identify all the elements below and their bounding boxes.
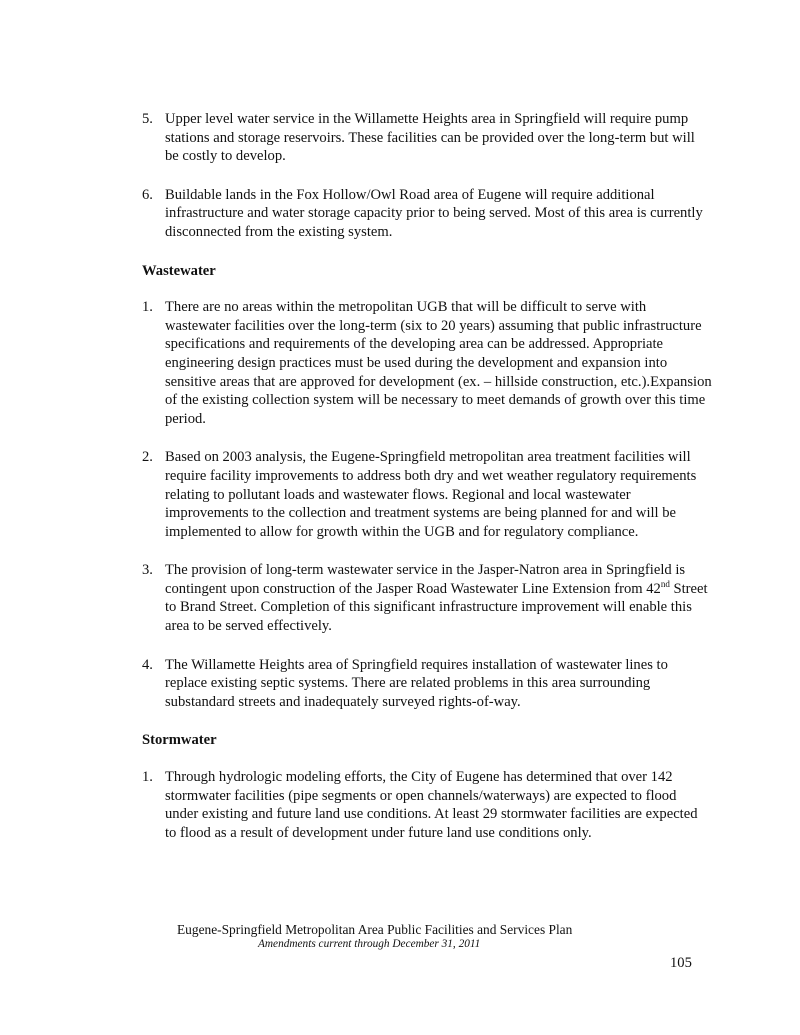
list-text: Buildable lands in the Fox Hollow/Owl Road area of Eugene will require additional infrastructure and water storage capacity prior to being served. Most of this area is currently disconnected from the existing system. bbox=[165, 186, 703, 240]
list-number: 6. bbox=[142, 186, 153, 203]
list-number: 1. bbox=[142, 299, 153, 316]
footer-subtitle: Amendments current through December 31, 2011 bbox=[258, 938, 481, 950]
list-text: Based on 2003 analysis, the Eugene-Springfield metropolitan area treatment facilities will require facility improvements to address both dry and wet weather regulatory requirements relating to pollutant loads and wastewater flows. Regional and local wastewater improvements to the collection and treatment systems are being planned for and will be implemented to allow for growth within the UGB and for regulatory compliance. bbox=[165, 449, 697, 540]
list-text: There are no areas within the metropolitan UGB that will be difficult to serve with wastewater facilities over the long-term (six to 20 years) assuming that public infrastructure specifications and requirements of the developing area can be addressed. Appropriate engineering design practices must be used during the development and expansion into sensitive areas that are approved for development (ex. – hillside construction, etc.).Expansion of the existing collection system will be necessary to meet demands of growth over this time period. bbox=[165, 299, 712, 427]
page-body bbox=[142, 110, 712, 862]
list-number: 1. bbox=[142, 769, 153, 786]
section-heading-stormwater: Stormwater bbox=[142, 732, 217, 749]
list-text: The Willamette Heights area of Springfield requires installation of wastewater lines to replace existing septic systems. There are related problems in this area surrounding substandard streets and inadequately surveyed rights-of-way. bbox=[165, 656, 668, 710]
list-text: Through hydrologic modeling efforts, the City of Eugene has determined that over 142 stormwater facilities (pipe segments or open channels/waterways) are expected to flood under existing and future land use conditions. At least 29 stormwater facilities are expected to flood as a result of development under future land use conditions only. bbox=[165, 769, 698, 841]
list-number: 5. bbox=[142, 111, 153, 127]
section-heading-wastewater: Wastewater bbox=[142, 262, 216, 279]
list-item-water-5 bbox=[142, 110, 712, 166]
list-text-part: Street to Brand Street. Completion of this significant infrastructure improvement will enable this area to be served effectively. bbox=[165, 580, 708, 635]
list-text bbox=[165, 561, 712, 635]
list-text-part: The provision of long-term wastewater service in the Jasper-Natron area in Springfield is contingent upon construction of the Jasper Road Wastewater Line Extension from 42 bbox=[165, 562, 686, 597]
list-item-wastewater-1 bbox=[142, 298, 712, 428]
list-item-stormwater-1 bbox=[142, 768, 712, 842]
list-number: 2. bbox=[142, 449, 153, 466]
list-item-wastewater-2 bbox=[142, 448, 712, 541]
footer-title: Eugene-Springfield Metropolitan Area Public Facilities and Services Plan bbox=[177, 922, 573, 937]
list-number: 3. bbox=[142, 562, 153, 579]
list-item-wastewater-3 bbox=[142, 561, 712, 635]
list-text: Upper level water service in the Willamette Heights area in Springfield will require pump stations and storage reservoirs. These facilities can be provided over the long-term but will be costly to develop. bbox=[165, 111, 695, 165]
list-number: 4. bbox=[142, 656, 153, 673]
page-number: 105 bbox=[670, 955, 692, 971]
ordinal-superscript: nd bbox=[660, 579, 670, 590]
list-item-wastewater-4 bbox=[142, 656, 712, 712]
list-item-water-6 bbox=[142, 186, 712, 242]
